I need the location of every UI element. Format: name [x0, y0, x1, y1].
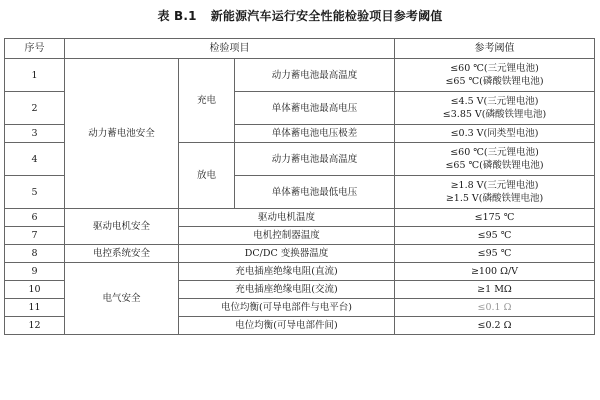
table-number: 表 B.1 [157, 9, 197, 23]
row-seq: 1 [5, 59, 65, 92]
group-control-safety: 电控系统安全 [65, 245, 179, 263]
row-item: 单体蓄电池最低电压 [235, 176, 395, 209]
threshold-line: ≤60 ℃(三元锂电池) [450, 63, 539, 74]
subgroup-charge: 充电 [179, 59, 235, 143]
row-threshold [395, 92, 595, 125]
header-threshold: 参考阈值 [395, 39, 595, 59]
header-item: 检验项目 [65, 39, 395, 59]
row-seq: 8 [5, 245, 65, 263]
row-seq: 4 [5, 143, 65, 176]
reference-threshold-table [4, 38, 595, 335]
row-seq: 9 [5, 263, 65, 281]
row-threshold [395, 245, 595, 263]
row-item: 驱动电机温度 [179, 209, 395, 227]
threshold-line: ≥100 Ω/V [470, 266, 519, 277]
row-threshold [395, 209, 595, 227]
threshold-line: ≤60 ℃(三元锂电池) [450, 147, 539, 158]
table-row [5, 59, 595, 92]
row-threshold [395, 176, 595, 209]
table-row [5, 263, 595, 281]
row-item: 电机控制器温度 [179, 227, 395, 245]
row-seq: 11 [5, 299, 65, 317]
table-header-row [5, 39, 595, 59]
row-item: 充电插座绝缘电阻(交流) [179, 281, 395, 299]
row-item: 动力蓄电池最高温度 [235, 143, 395, 176]
row-seq: 10 [5, 281, 65, 299]
row-threshold [395, 59, 595, 92]
group-battery-safety: 动力蓄电池安全 [65, 59, 179, 209]
header-seq: 序号 [5, 39, 65, 59]
row-seq: 5 [5, 176, 65, 209]
row-item: 电位均衡(可导电部件间) [179, 317, 395, 335]
threshold-line: ≤3.85 V(磷酸铁锂电池) [442, 109, 547, 120]
row-seq: 2 [5, 92, 65, 125]
row-seq: 12 [5, 317, 65, 335]
threshold-line: ≥1 MΩ [477, 284, 512, 295]
row-seq: 3 [5, 125, 65, 143]
subgroup-discharge: 放电 [179, 143, 235, 209]
threshold-line: ≤65 ℃(磷酸铁锂电池) [445, 76, 544, 87]
threshold-line: ≤95 ℃ [477, 248, 512, 259]
row-threshold [395, 281, 595, 299]
row-threshold [395, 299, 595, 317]
row-threshold [395, 317, 595, 335]
threshold-line: ≤65 ℃(磷酸铁锂电池) [445, 160, 544, 171]
threshold-line: ≥1.8 V(三元锂电池) [450, 180, 539, 191]
threshold-line: ≤95 ℃ [477, 230, 512, 241]
row-seq: 7 [5, 227, 65, 245]
threshold-line: ≤0.3 V(同类型电池) [450, 128, 539, 139]
row-threshold [395, 143, 595, 176]
row-threshold [395, 125, 595, 143]
row-item: 单体蓄电池最高电压 [235, 92, 395, 125]
threshold-line: ≤4.5 V(三元锂电池) [450, 96, 539, 107]
threshold-line: ≥1.5 V(磷酸铁锂电池) [445, 193, 544, 204]
row-item: 电位均衡(可导电部件与电平台) [179, 299, 395, 317]
table-title: 新能源汽车运行安全性能检验项目参考阈值 [210, 9, 443, 23]
row-item: DC/DC 变换器温度 [179, 245, 395, 263]
row-threshold [395, 263, 595, 281]
row-item: 充电插座绝缘电阻(直流) [179, 263, 395, 281]
threshold-line: ≤0.1 Ω [477, 302, 512, 313]
table-row [5, 245, 595, 263]
threshold-line: ≤175 ℃ [474, 212, 515, 223]
row-seq: 6 [5, 209, 65, 227]
table-row [5, 209, 595, 227]
threshold-line: ≤0.2 Ω [477, 320, 512, 331]
row-item: 单体蓄电池电压极差 [235, 125, 395, 143]
group-motor-safety: 驱动电机安全 [65, 209, 179, 245]
table-caption [0, 7, 600, 24]
row-item: 动力蓄电池最高温度 [235, 59, 395, 92]
group-electric-safety: 电气安全 [65, 263, 179, 335]
row-threshold [395, 227, 595, 245]
